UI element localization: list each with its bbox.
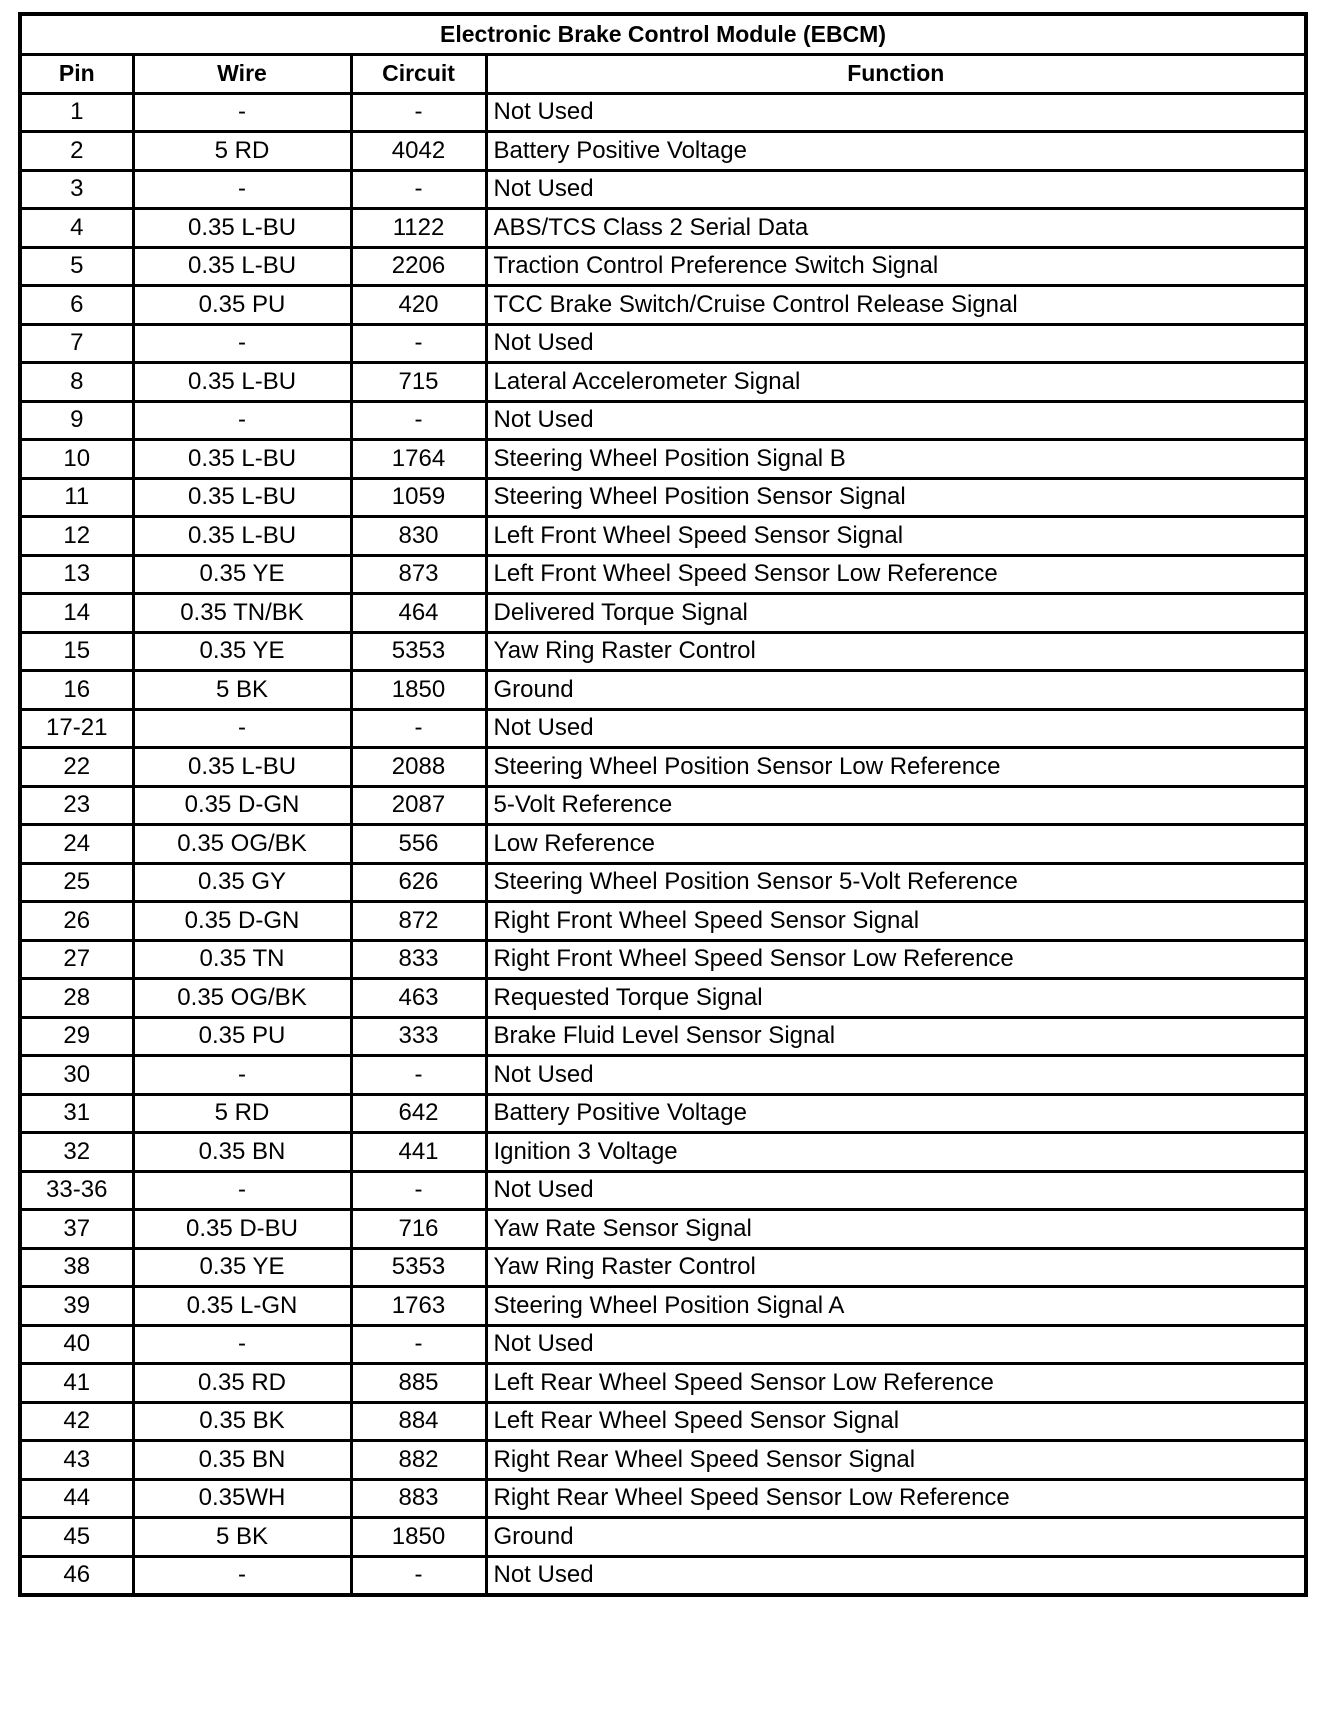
table-row [20, 170, 1306, 209]
table-row [20, 401, 1306, 440]
wire-cell: 0.35 BN [133, 1441, 351, 1480]
function-cell: TCC Brake Switch/Cruise Control Release Signal [486, 286, 1306, 325]
pin-cell: 11 [20, 478, 133, 517]
table-row [20, 363, 1306, 402]
circuit-cell: - [351, 170, 486, 209]
wire-cell: 0.35 L-BU [133, 517, 351, 556]
header-wire: Wire [133, 55, 351, 94]
pin-cell: 44 [20, 1479, 133, 1518]
circuit-cell: - [351, 1556, 486, 1595]
circuit-cell: 333 [351, 1017, 486, 1056]
function-cell: Lateral Accelerometer Signal [486, 363, 1306, 402]
table-row [20, 132, 1306, 171]
circuit-cell: - [351, 709, 486, 748]
wire-cell: - [133, 324, 351, 363]
circuit-cell: 441 [351, 1133, 486, 1172]
function-cell: 5-Volt Reference [486, 786, 1306, 825]
table-row [20, 517, 1306, 556]
function-cell: Right Front Wheel Speed Sensor Signal [486, 902, 1306, 941]
wire-cell: - [133, 93, 351, 132]
function-cell: Steering Wheel Position Signal A [486, 1287, 1306, 1326]
function-cell: Left Front Wheel Speed Sensor Low Reference [486, 555, 1306, 594]
function-cell: Yaw Ring Raster Control [486, 1248, 1306, 1287]
table-row [20, 555, 1306, 594]
circuit-cell: 4042 [351, 132, 486, 171]
pin-cell: 24 [20, 825, 133, 864]
circuit-cell: 1850 [351, 1518, 486, 1557]
table-row [20, 671, 1306, 710]
wire-cell: - [133, 709, 351, 748]
table-row [20, 1518, 1306, 1557]
wire-cell: 0.35 GY [133, 863, 351, 902]
wire-cell: - [133, 1171, 351, 1210]
table-row [20, 825, 1306, 864]
wire-cell: 0.35 TN [133, 940, 351, 979]
function-cell: Steering Wheel Position Sensor Low Reference [486, 748, 1306, 787]
circuit-cell: 2206 [351, 247, 486, 286]
wire-cell: - [133, 1556, 351, 1595]
header-pin: Pin [20, 55, 133, 94]
circuit-cell: - [351, 324, 486, 363]
wire-cell: 0.35 L-BU [133, 748, 351, 787]
function-cell: Right Rear Wheel Speed Sensor Signal [486, 1441, 1306, 1480]
table-title: Electronic Brake Control Module (EBCM) [20, 14, 1306, 55]
table-row [20, 594, 1306, 633]
table-row [20, 1248, 1306, 1287]
title-row [20, 14, 1306, 55]
wire-cell: 0.35 OG/BK [133, 825, 351, 864]
pin-cell: 12 [20, 517, 133, 556]
circuit-cell: 1122 [351, 209, 486, 248]
pin-cell: 23 [20, 786, 133, 825]
pin-cell: 37 [20, 1210, 133, 1249]
table-body [20, 93, 1306, 1595]
circuit-cell: 1763 [351, 1287, 486, 1326]
circuit-cell: 872 [351, 902, 486, 941]
function-cell: Ignition 3 Voltage [486, 1133, 1306, 1172]
circuit-cell: 642 [351, 1094, 486, 1133]
function-cell: Ground [486, 671, 1306, 710]
pin-cell: 13 [20, 555, 133, 594]
pin-cell: 14 [20, 594, 133, 633]
wire-cell: 0.35 D-BU [133, 1210, 351, 1249]
wire-cell: 5 RD [133, 1094, 351, 1133]
circuit-cell: 420 [351, 286, 486, 325]
circuit-cell: 626 [351, 863, 486, 902]
function-cell: Delivered Torque Signal [486, 594, 1306, 633]
pin-cell: 17-21 [20, 709, 133, 748]
table-row [20, 902, 1306, 941]
pin-cell: 28 [20, 979, 133, 1018]
circuit-cell: 884 [351, 1402, 486, 1441]
table-row [20, 1171, 1306, 1210]
pin-cell: 3 [20, 170, 133, 209]
pin-cell: 32 [20, 1133, 133, 1172]
wire-cell: 5 BK [133, 671, 351, 710]
circuit-cell: 716 [351, 1210, 486, 1249]
circuit-cell: - [351, 93, 486, 132]
function-cell: Requested Torque Signal [486, 979, 1306, 1018]
pin-cell: 2 [20, 132, 133, 171]
function-cell: Not Used [486, 1325, 1306, 1364]
function-cell: Battery Positive Voltage [486, 132, 1306, 171]
function-cell: Yaw Rate Sensor Signal [486, 1210, 1306, 1249]
pin-cell: 16 [20, 671, 133, 710]
table-row [20, 979, 1306, 1018]
circuit-cell: - [351, 1325, 486, 1364]
table-row [20, 1402, 1306, 1441]
circuit-cell: 5353 [351, 1248, 486, 1287]
table-row [20, 286, 1306, 325]
wire-cell: - [133, 401, 351, 440]
pin-cell: 22 [20, 748, 133, 787]
wire-cell: - [133, 1056, 351, 1095]
function-cell: Low Reference [486, 825, 1306, 864]
table-row [20, 786, 1306, 825]
function-cell: Battery Positive Voltage [486, 1094, 1306, 1133]
table-row [20, 1556, 1306, 1595]
pin-cell: 9 [20, 401, 133, 440]
wire-cell: - [133, 1325, 351, 1364]
pin-cell: 7 [20, 324, 133, 363]
wire-cell: 0.35 D-GN [133, 786, 351, 825]
wire-cell: 0.35 L-GN [133, 1287, 351, 1326]
table-row [20, 1287, 1306, 1326]
wire-cell: 0.35 L-BU [133, 363, 351, 402]
circuit-cell: 2087 [351, 786, 486, 825]
function-cell: Steering Wheel Position Signal B [486, 440, 1306, 479]
table-row [20, 709, 1306, 748]
table-row [20, 1325, 1306, 1364]
pin-cell: 15 [20, 632, 133, 671]
function-cell: Not Used [486, 709, 1306, 748]
table-row [20, 748, 1306, 787]
pin-cell: 42 [20, 1402, 133, 1441]
circuit-cell: 883 [351, 1479, 486, 1518]
function-cell: Steering Wheel Position Sensor Signal [486, 478, 1306, 517]
circuit-cell: 1059 [351, 478, 486, 517]
pin-cell: 4 [20, 209, 133, 248]
wire-cell: - [133, 170, 351, 209]
circuit-cell: 882 [351, 1441, 486, 1480]
header-circuit: Circuit [351, 55, 486, 94]
table-row [20, 863, 1306, 902]
circuit-cell: 556 [351, 825, 486, 864]
circuit-cell: 833 [351, 940, 486, 979]
table-row [20, 324, 1306, 363]
circuit-cell: - [351, 1056, 486, 1095]
table-row [20, 440, 1306, 479]
table-row [20, 940, 1306, 979]
pin-cell: 38 [20, 1248, 133, 1287]
pin-cell: 39 [20, 1287, 133, 1326]
function-cell: Right Rear Wheel Speed Sensor Low Reference [486, 1479, 1306, 1518]
pin-cell: 8 [20, 363, 133, 402]
circuit-cell: 1764 [351, 440, 486, 479]
wire-cell: 0.35 YE [133, 555, 351, 594]
wire-cell: 0.35 L-BU [133, 440, 351, 479]
pin-cell: 30 [20, 1056, 133, 1095]
wire-cell: 0.35 OG/BK [133, 979, 351, 1018]
table-row [20, 209, 1306, 248]
wire-cell: 0.35 TN/BK [133, 594, 351, 633]
function-cell: Left Rear Wheel Speed Sensor Low Reference [486, 1364, 1306, 1403]
circuit-cell: 830 [351, 517, 486, 556]
wire-cell: 0.35 BN [133, 1133, 351, 1172]
circuit-cell: 885 [351, 1364, 486, 1403]
function-cell: ABS/TCS Class 2 Serial Data [486, 209, 1306, 248]
function-cell: Brake Fluid Level Sensor Signal [486, 1017, 1306, 1056]
function-cell: Yaw Ring Raster Control [486, 632, 1306, 671]
function-cell: Traction Control Preference Switch Signal [486, 247, 1306, 286]
wire-cell: 0.35 YE [133, 1248, 351, 1287]
table-row [20, 247, 1306, 286]
table-row [20, 1133, 1306, 1172]
wire-cell: 0.35 RD [133, 1364, 351, 1403]
wire-cell: 0.35 YE [133, 632, 351, 671]
function-cell: Not Used [486, 1556, 1306, 1595]
wire-cell: 0.35 BK [133, 1402, 351, 1441]
wire-cell: 0.35 L-BU [133, 478, 351, 517]
circuit-cell: 464 [351, 594, 486, 633]
pin-cell: 26 [20, 902, 133, 941]
circuit-cell: 5353 [351, 632, 486, 671]
function-cell: Not Used [486, 324, 1306, 363]
wire-cell: 5 RD [133, 132, 351, 171]
wire-cell: 0.35 PU [133, 286, 351, 325]
pin-cell: 1 [20, 93, 133, 132]
header-function: Function [486, 55, 1306, 94]
pin-cell: 27 [20, 940, 133, 979]
pin-cell: 29 [20, 1017, 133, 1056]
table-row [20, 1210, 1306, 1249]
function-cell: Right Front Wheel Speed Sensor Low Reference [486, 940, 1306, 979]
table-row [20, 1056, 1306, 1095]
function-cell: Not Used [486, 170, 1306, 209]
table-row [20, 1017, 1306, 1056]
table-row [20, 1094, 1306, 1133]
pin-cell: 10 [20, 440, 133, 479]
pin-cell: 25 [20, 863, 133, 902]
pin-cell: 33-36 [20, 1171, 133, 1210]
pin-cell: 43 [20, 1441, 133, 1480]
table-row [20, 1441, 1306, 1480]
header-row [20, 55, 1306, 94]
function-cell: Left Rear Wheel Speed Sensor Signal [486, 1402, 1306, 1441]
circuit-cell: - [351, 1171, 486, 1210]
wire-cell: 0.35WH [133, 1479, 351, 1518]
circuit-cell: - [351, 401, 486, 440]
pin-cell: 6 [20, 286, 133, 325]
function-cell: Not Used [486, 93, 1306, 132]
function-cell: Ground [486, 1518, 1306, 1557]
wire-cell: 5 BK [133, 1518, 351, 1557]
table-row [20, 1479, 1306, 1518]
function-cell: Left Front Wheel Speed Sensor Signal [486, 517, 1306, 556]
function-cell: Not Used [486, 401, 1306, 440]
ebcm-pinout-table [18, 12, 1308, 1597]
table-row [20, 93, 1306, 132]
table-row [20, 478, 1306, 517]
wire-cell: 0.35 L-BU [133, 247, 351, 286]
table-row [20, 632, 1306, 671]
circuit-cell: 873 [351, 555, 486, 594]
pin-cell: 5 [20, 247, 133, 286]
pin-cell: 46 [20, 1556, 133, 1595]
pin-cell: 40 [20, 1325, 133, 1364]
wire-cell: 0.35 PU [133, 1017, 351, 1056]
wire-cell: 0.35 L-BU [133, 209, 351, 248]
circuit-cell: 1850 [351, 671, 486, 710]
function-cell: Not Used [486, 1171, 1306, 1210]
table-row [20, 1364, 1306, 1403]
circuit-cell: 715 [351, 363, 486, 402]
pin-cell: 31 [20, 1094, 133, 1133]
function-cell: Steering Wheel Position Sensor 5-Volt Reference [486, 863, 1306, 902]
wire-cell: 0.35 D-GN [133, 902, 351, 941]
circuit-cell: 463 [351, 979, 486, 1018]
function-cell: Not Used [486, 1056, 1306, 1095]
pin-cell: 45 [20, 1518, 133, 1557]
circuit-cell: 2088 [351, 748, 486, 787]
pin-cell: 41 [20, 1364, 133, 1403]
